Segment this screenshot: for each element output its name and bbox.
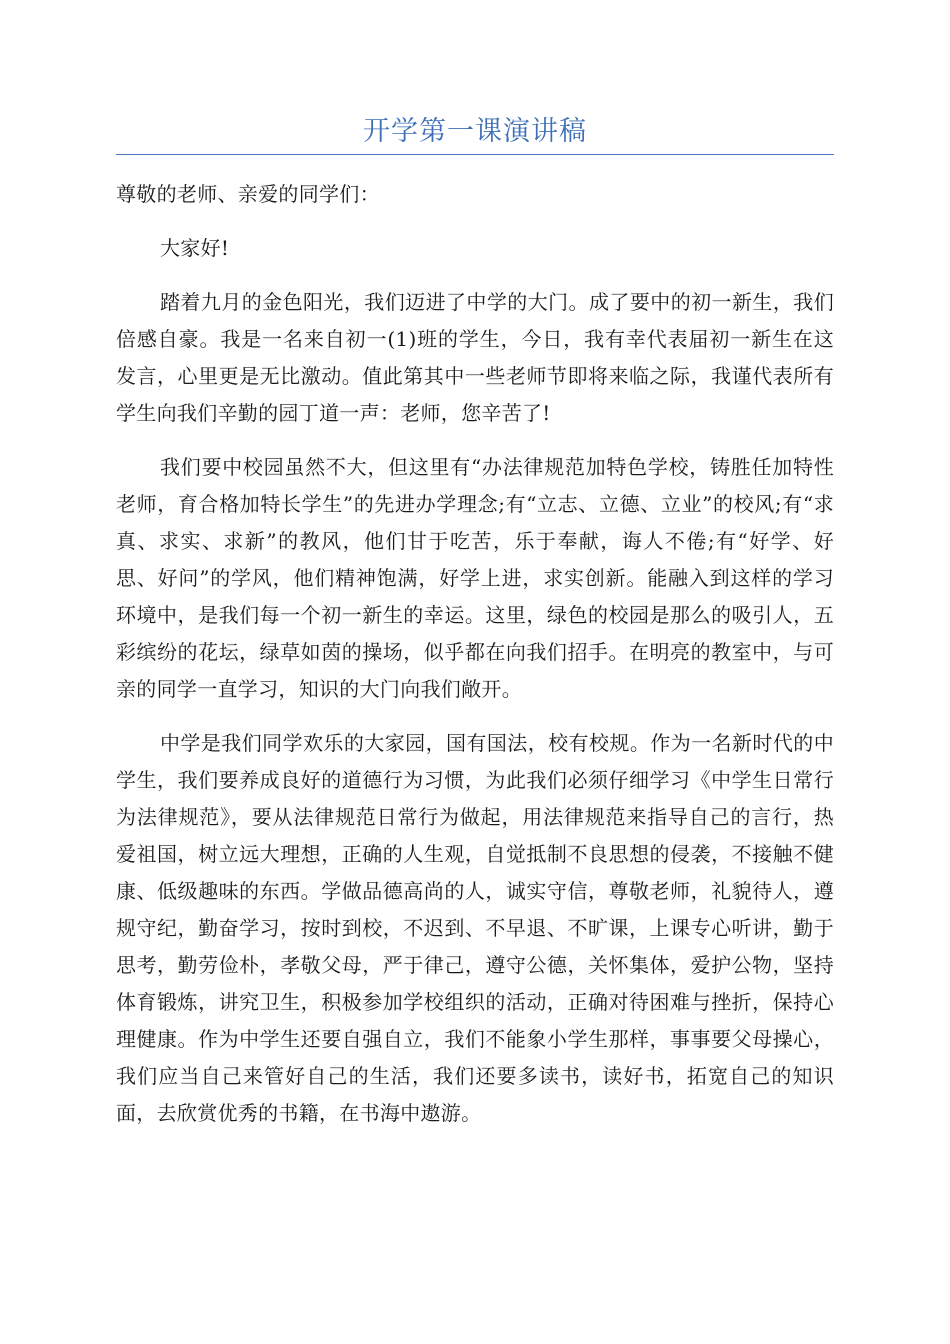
title-underline [116, 154, 834, 155]
greeting: 大家好! [160, 236, 230, 260]
salutation: 尊敬的老师、亲爱的同学们： [116, 182, 380, 206]
document-body [116, 176, 834, 1149]
body-paragraph: 中学是我们同学欢乐的大家园，国有国法，校有校规。作为一名新时代的中学生，我们要养成良好的道德行为习惯，为此我们必须仔细学习《中学生日常行为法律规范》，要从法律规范日常行为做起，用法律规范来指导自己的言行，热爱祖国，树立远大理想，正确的人生观，自觉抵制不良思想的侵袭，不接触不健康、低级趣味的东西。学做品德高尚的人，诚实守信，尊敬老师，礼貌待人，遵规守纪，勤奋学习，按时到校，不迟到、不早退、不旷课，上课专心听讲，勤于思考，勤劳俭朴，孝敬父母，严于律己，遵守公德，关怀集体，爱护公物，坚持体育锻炼，讲究卫生，积极参加学校组织的活动，正确对待困难与挫折，保持心理健康。作为中学生还要自强自立，我们不能象小学生那样，事事要父母操心，我们应当自己来管好自己的生活，我们还要多读书，读好书，拓宽自己的知识面，去欣赏优秀的书籍，在书海中遨游。 [116, 731, 834, 1125]
document-title: 开学第一课演讲稿 [363, 116, 587, 147]
body-paragraph: 我们要中校园虽然不大，但这里有“办法律规范加特色学校，铸胜任加特性老师，育合格加特长学生”的先进办学理念;有“立志、立德、立业”的校风;有“求真、求实、求新”的教风，他们甘于吃苦，乐于奉献，诲人不倦;有“好学、好思、好问”的学风，他们精神饱满，好学上进，求实创新。能融入到这样的学习环境中，是我们每一个初一新生的幸运。这里，绿色的校园是那么的吸引人，五彩缤纷的花坛，绿草如茵的操场，似乎都在向我们招手。在明亮的教室中，与可亲的同学一直学习，知识的大门向我们敞开。 [116, 455, 834, 701]
body-paragraph: 踏着九月的金色阳光，我们迈进了中学的大门。成了要中的初一新生，我们倍感自豪。我是一名来自初一(1)班的学生，今日，我有幸代表届初一新生在这发言，心里更是无比激动。值此第其中一些老师节即将来临之际，我谨代表所有学生向我们辛勤的园丁道一声：老师，您辛苦了! [116, 290, 834, 425]
